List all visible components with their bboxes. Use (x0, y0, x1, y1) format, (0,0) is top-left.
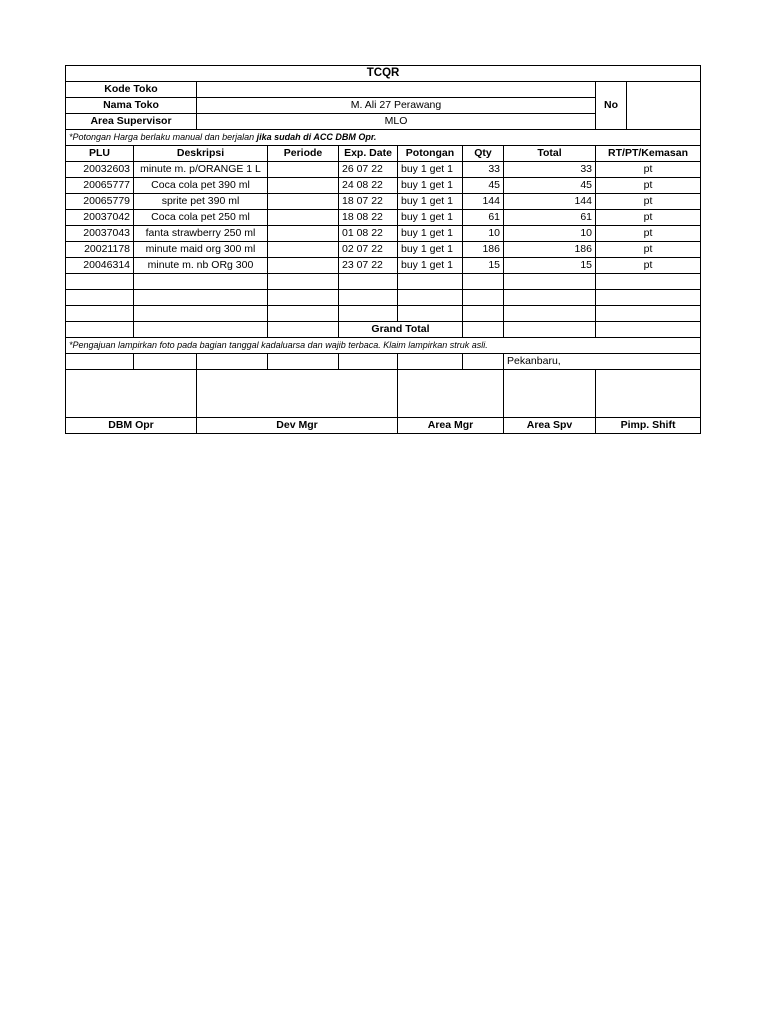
cell-periode[interactable] (268, 178, 339, 194)
empty-cell[interactable] (596, 274, 701, 290)
empty-cell[interactable] (134, 290, 268, 306)
nama-toko-value[interactable]: M. Ali 27 Perawang (197, 98, 596, 114)
cell-deskripsi[interactable]: Coca cola pet 250 ml (134, 210, 268, 226)
cell-total[interactable]: 144 (504, 194, 596, 210)
empty-cell[interactable] (398, 290, 463, 306)
empty-cell[interactable] (596, 290, 701, 306)
cell-total[interactable]: 45 (504, 178, 596, 194)
empty-cell[interactable] (134, 306, 268, 322)
cell-qty[interactable]: 186 (463, 242, 504, 258)
note-bottom: *Pengajuan lampirkan foto pada bagian tanggal kadaluarsa dan wajib terbaca. Klaim lampirkan struk asli. (66, 338, 701, 354)
empty-cell (66, 354, 134, 370)
cell-periode[interactable] (268, 258, 339, 274)
cell-kemasan[interactable]: pt (596, 242, 701, 258)
cell-exp-date[interactable]: 24 08 22 (339, 178, 398, 194)
table-row (66, 242, 701, 258)
signature-label-pimp-shift: Pimp. Shift (596, 418, 701, 434)
signature-box-area-spv[interactable] (504, 370, 596, 418)
empty-cell (134, 322, 268, 338)
cell-periode[interactable] (268, 226, 339, 242)
cell-periode[interactable] (268, 162, 339, 178)
form-table (65, 65, 701, 434)
note-top-normal: *Potongan Harga berlaku manual dan berjalan (69, 132, 257, 142)
col-total: Total (504, 146, 596, 162)
col-qty: Qty (463, 146, 504, 162)
signature-label-dev-mgr: Dev Mgr (197, 418, 398, 434)
empty-cell[interactable] (398, 306, 463, 322)
cell-deskripsi[interactable]: minute m. p/ORANGE 1 L (134, 162, 268, 178)
note-top-bold: jika sudah di ACC DBM Opr. (256, 132, 377, 142)
empty-cell (398, 354, 463, 370)
cell-potongan[interactable]: buy 1 get 1 (398, 226, 463, 242)
empty-cell[interactable] (134, 274, 268, 290)
cell-plu[interactable]: 20021178 (66, 242, 134, 258)
signature-box-area-mgr[interactable] (398, 370, 504, 418)
cell-periode[interactable] (268, 242, 339, 258)
cell-plu[interactable]: 20065779 (66, 194, 134, 210)
col-deskripsi: Deskripsi (134, 146, 268, 162)
cell-deskripsi[interactable]: minute maid org 300 ml (134, 242, 268, 258)
cell-potongan[interactable]: buy 1 get 1 (398, 178, 463, 194)
cell-plu[interactable]: 20046314 (66, 258, 134, 274)
nama-toko-label: Nama Toko (66, 98, 197, 114)
cell-deskripsi[interactable]: fanta strawberry 250 ml (134, 226, 268, 242)
area-supervisor-value[interactable]: MLO (197, 114, 596, 130)
cell-potongan[interactable]: buy 1 get 1 (398, 194, 463, 210)
signature-box-dev-mgr[interactable] (197, 370, 398, 418)
cell-kemasan[interactable]: pt (596, 258, 701, 274)
kode-toko-value[interactable] (197, 82, 596, 98)
signature-box-dbm-opr[interactable] (66, 370, 197, 418)
empty-cell[interactable] (268, 306, 339, 322)
col-periode: Periode (268, 146, 339, 162)
empty-cell[interactable] (66, 274, 134, 290)
cell-total[interactable]: 33 (504, 162, 596, 178)
empty-cell (463, 354, 504, 370)
cell-exp-date[interactable]: 18 08 22 (339, 210, 398, 226)
cell-total[interactable]: 61 (504, 210, 596, 226)
cell-potongan[interactable]: buy 1 get 1 (398, 242, 463, 258)
cell-deskripsi[interactable]: Coca cola pet 390 ml (134, 178, 268, 194)
cell-qty[interactable]: 33 (463, 162, 504, 178)
table-row (66, 226, 701, 242)
grand-total-value[interactable] (504, 322, 596, 338)
cell-exp-date[interactable]: 23 07 22 (339, 258, 398, 274)
cell-kemasan[interactable]: pt (596, 226, 701, 242)
empty-cell[interactable] (66, 290, 134, 306)
cell-deskripsi[interactable]: minute m. nb ORg 300 (134, 258, 268, 274)
empty-cell[interactable] (268, 290, 339, 306)
cell-qty[interactable]: 15 (463, 258, 504, 274)
cell-kemasan[interactable]: pt (596, 162, 701, 178)
no-value[interactable] (627, 82, 701, 130)
cell-deskripsi[interactable]: sprite pet 390 ml (134, 194, 268, 210)
cell-potongan[interactable]: buy 1 get 1 (398, 258, 463, 274)
empty-cell[interactable] (398, 274, 463, 290)
col-potongan: Potongan (398, 146, 463, 162)
table-row (66, 178, 701, 194)
empty-cell[interactable] (339, 274, 398, 290)
empty-cell[interactable] (268, 274, 339, 290)
area-supervisor-label: Area Supervisor (66, 114, 197, 130)
cell-potongan[interactable]: buy 1 get 1 (398, 162, 463, 178)
empty-cell[interactable] (504, 290, 596, 306)
col-exp-date: Exp. Date (339, 146, 398, 162)
empty-cell[interactable] (596, 306, 701, 322)
note-top (66, 130, 701, 146)
empty-cell (197, 354, 268, 370)
cell-exp-date[interactable]: 01 08 22 (339, 226, 398, 242)
cell-kemasan[interactable]: pt (596, 194, 701, 210)
tcqr-form (65, 65, 700, 434)
empty-cell[interactable] (339, 290, 398, 306)
signature-label-dbm-opr: DBM Opr (66, 418, 197, 434)
signature-label-area-spv: Area Spv (504, 418, 596, 434)
col-kemasan: RT/PT/Kemasan (596, 146, 701, 162)
cell-plu[interactable]: 20037043 (66, 226, 134, 242)
empty-cell (268, 354, 339, 370)
cell-qty[interactable]: 10 (463, 226, 504, 242)
cell-plu[interactable]: 20065777 (66, 178, 134, 194)
empty-cell[interactable] (66, 306, 134, 322)
kode-toko-label: Kode Toko (66, 82, 197, 98)
cell-total[interactable]: 10 (504, 226, 596, 242)
cell-plu[interactable]: 20032603 (66, 162, 134, 178)
cell-total[interactable]: 186 (504, 242, 596, 258)
empty-cell[interactable] (339, 306, 398, 322)
cell-potongan[interactable]: buy 1 get 1 (398, 210, 463, 226)
empty-cell (596, 322, 701, 338)
cell-exp-date[interactable]: 26 07 22 (339, 162, 398, 178)
empty-cell (339, 354, 398, 370)
cell-periode[interactable] (268, 210, 339, 226)
cell-periode[interactable] (268, 194, 339, 210)
signature-label-area-mgr: Area Mgr (398, 418, 504, 434)
cell-kemasan[interactable]: pt (596, 178, 701, 194)
cell-kemasan[interactable]: pt (596, 210, 701, 226)
col-plu: PLU (66, 146, 134, 162)
empty-cell (66, 322, 134, 338)
cell-exp-date[interactable]: 02 07 22 (339, 242, 398, 258)
empty-cell[interactable] (504, 306, 596, 322)
empty-cell (463, 322, 504, 338)
empty-cell[interactable] (463, 306, 504, 322)
table-row (66, 210, 701, 226)
grand-total-label: Grand Total (339, 322, 463, 338)
empty-cell (134, 354, 197, 370)
empty-cell[interactable] (504, 274, 596, 290)
table-row (66, 162, 701, 178)
empty-cell[interactable] (463, 274, 504, 290)
cell-exp-date[interactable]: 18 07 22 (339, 194, 398, 210)
table-row (66, 194, 701, 210)
cell-plu[interactable]: 20037042 (66, 210, 134, 226)
cell-total[interactable]: 15 (504, 258, 596, 274)
no-label: No (596, 82, 627, 130)
signature-box-pimp-shift[interactable] (596, 370, 701, 418)
empty-cell[interactable] (463, 290, 504, 306)
cell-qty[interactable]: 61 (463, 210, 504, 226)
table-row (66, 258, 701, 274)
empty-cell (268, 322, 339, 338)
cell-qty[interactable]: 45 (463, 178, 504, 194)
cell-qty[interactable]: 144 (463, 194, 504, 210)
form-title: TCQR (66, 66, 701, 82)
place-text: Pekanbaru, (504, 354, 701, 370)
